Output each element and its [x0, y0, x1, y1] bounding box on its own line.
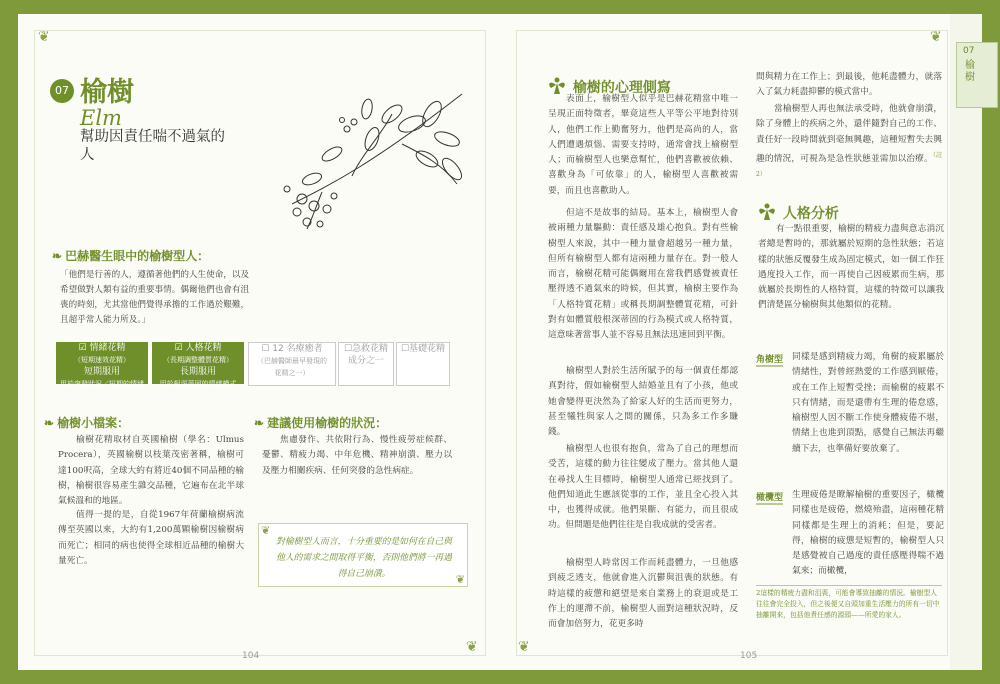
col2-paragraph-2: 當榆樹型人再也無法承受時，他就會崩潰，除了身體上的疾病之外，還伴隨對自己的工作、責任好一段時間就到毫無興趣，這種短暫失去興趣的情況，可視為是急性狀態並需加以治療。$^{(註2)}$ — [756, 104, 942, 179]
category-cell: ☐ 12 名療癒者 （巴赫醫師最早發現的 花精之一） — [248, 342, 336, 386]
highlight-callout — [258, 523, 468, 587]
footnote-divider — [756, 585, 942, 586]
fairy-icon — [756, 200, 778, 222]
section-heading-profile: ❧ 榆樹小檔案： — [44, 416, 130, 430]
latin-name: Elm — [80, 106, 122, 130]
leaf-icon: ❧ — [52, 249, 63, 263]
bach-quote: 「他們是行善的人，遵循著他們的人生使命，以及希望做對人類有益的重要事情。偶爾他們也會有沮喪的時刻，尤其當他們覺得承擔的工作過於艱難，且超乎常人能力所及。」 — [60, 270, 250, 325]
chapter-tab-title: 榆樹 — [965, 60, 975, 83]
term-olive-text: 生理疲倦是瞭解榆樹的重要因子，橄欖同樣也是疲倦，燃燒殆盡，這兩種花精同樣都是生理上的消耗；但是，要記得，榆樹的疲憊是短暫的，榆樹型人只是感覺被自己過度的責任感壓得喘不過氣來；而橄欖， — [792, 490, 944, 577]
page-subtitle: 幫助因責任喘不過氣的人 — [80, 129, 225, 163]
category-cell: ☐基礎花精 — [396, 342, 450, 386]
term-hornbeam-text: 同樣是感到精疲力竭，角樹的疲累屬於情緒性，對曾經熱愛的工作感到厭倦，或在工作上短暫受挫；而榆樹的疲累不只有情緒，而是還帶有生理的倦怠感，榆樹型人因不斷工作使身體疲倦不堪，情緒上也進到頂點，感覺自己無法再繼續下去，也準備好要放棄了。 — [792, 352, 944, 454]
section-heading-bach: ❧ 巴赫醫生眼中的榆樹型人： — [52, 249, 210, 263]
corner-ornament-icon: ❦ — [466, 639, 478, 655]
term-label-olive: 橄欖型 — [756, 493, 784, 503]
category-cell: ☑ 人格花精 （長期調整體質花精） 長期服用 用於根深蒂固的情緒模式 — [152, 342, 244, 384]
callout-text: 對榆樹型人而言，十分重要的是如何在自己與他人的需求之間取得平衡，否則他們將一再過得自己崩潰。 — [276, 537, 452, 579]
profile-paragraph: 榆樹花精取材自英國榆樹（學名：Ulmus Procera），英國榆樹以枝葉茂密著稱，榆樹可達100呎高，全球大約有將近40個不同品種的榆樹，榆樹很容易產生雜交品種，它遍布在北半球氣候溫和的地區。 — [58, 435, 244, 507]
analysis-paragraph: 有一點很重要，榆樹的精疲力盡與意志消沉者總是暫時的，那就屬於短期的急性狀態；若這樣的狀態反覆發生成為固定模式，如一個工作狂過度投入工作，而一再使自己因疲累而生病，那就屬於長期性的人格特質，這樣的特徵可以讓我們清楚區分榆樹與其他類似的花精。 — [758, 224, 944, 311]
corner-ornament-icon: ❦ — [518, 639, 530, 655]
psych-paragraph-1: 表面上，榆樹型人似乎是巴赫花精當中唯一呈現正面特徵者，畢竟這些人平等公平地對待別人，他們工作上勤奮努力，他們是高尚的人，當人們遭遇煩惱、需要支持時，通常會找上榆樹型人；而榆樹型人也樂意幫忙，他們喜歡被依賴、喜歡身為「可依靠」的人，榆樹型人喜歡被需要，而且也喜歡助人。 — [548, 94, 738, 196]
psych-paragraph-3: 榆樹型人對於生活所賦予的每一個責任都認真對待，假如榆樹型人結婚並且有了小孩，他或她會變得更決然為了給家人好的生活而更努力，甚至犧牲與家人之間的關係，只為多工作多賺錢。 — [548, 366, 738, 438]
col2-paragraph-1: 間與精力在工作上；到最後，他耗盡體力，就落入了氣力耗盡抑鬱的模式當中。 — [756, 72, 942, 98]
psych-paragraph-4: 榆樹型人也很有抱負，常為了自己的理想而受苦，這樣的動力往往變成了壓力。當其他人還在尋找人生目標時，榆樹型人通常已經找到了。他們知道此生應該從事的工作，並且全心投入其中，也獲得成就。他們果斷、有能力，而且很成功。但問題是他們往往是自我成就的受害者。 — [548, 444, 738, 531]
footnote: 2這樣的精疲力盡和沮喪，可能會導致抽離的情況。榆樹型人往往會完全投入，但之後便又自頭加重生活壓力的所有一切中抽離開來，包括他責任感的源頭——所愛的家人。 — [756, 589, 940, 619]
category-cell: ☐急救花精 成分之一 — [338, 342, 394, 386]
ornament-icon: ❦ — [261, 524, 271, 537]
corner-ornament-icon: ❦ — [38, 29, 50, 45]
section-heading-usage: ❧ 建議使用榆樹的狀況： — [254, 416, 388, 430]
leaf-icon: ❧ — [44, 416, 55, 430]
page-title: 榆樹 — [80, 77, 134, 108]
profile-paragraph-2: 值得一提的是，自從1967年荷蘭榆樹病流傳至英國以來，大約有1,200萬顆榆樹因榆樹病而死亡；相同的病也使得全球相近品種的榆樹大量死亡。 — [58, 510, 244, 566]
chapter-tab-number: 07 — [963, 46, 975, 56]
psych-paragraph-2: 但這不是故事的結局。基本上，榆樹型人會被兩種力量驅動：責任感及雄心抱負。對有些榆樹型人來說，其中一種力量會超越另一種力量，但所有榆樹型人都有這兩種力量存在。對一般人而言，榆樹花精可能偶爾用在當我們感覺被責任壓得透不過氣來的時候，但其實，榆樹主要作為「人格特質花精」或稱長期調整體質花精，可針對有如體質般根深蒂固的行為模式或人格特質，這意味著當事人並不容易且無法迅速回到平衡。 — [548, 208, 738, 341]
section-heading-psychology: 榆樹的心理側寫 — [546, 70, 671, 97]
elm-branch-illustration — [272, 84, 472, 234]
page-number-left: 104 — [242, 651, 260, 661]
side-tab-strip — [950, 14, 982, 670]
corner-ornament-icon: ❦ — [930, 29, 942, 45]
ornament-icon: ❦ — [455, 573, 465, 586]
footnote-marker: （註2） — [756, 151, 942, 179]
chapter-badge: 07 — [50, 79, 74, 103]
page-number-right: 105 — [740, 651, 758, 661]
section-heading-analysis: 人格分析 — [756, 196, 839, 223]
category-cell: ☑ 情緒花精 （短期速效花精） 短期服用 用於突發狀況／短期的情緒 — [56, 342, 148, 384]
category-table — [56, 342, 448, 386]
term-label-hornbeam: 角樹型 — [756, 355, 784, 365]
psych-paragraph-5: 榆樹型人時常因工作而耗盡體力，一旦他感到疲乏透支，他就會進入沉鬱與沮喪的狀態。有時這樣的疲憊和絕望是來自業務上的衰退或是工作上的運滯不前，榆樹型人面對這種狀況時，反而會加倍努力，花更多時 — [548, 558, 738, 630]
leaf-icon: ❧ — [254, 416, 265, 430]
usage-paragraph: 焦慮發作、共依附行為、慢性疲勞症候群、憂鬱、精疲力竭、中年危機、精神崩潰、壓力以及壓力相關疾病、任何突發的急性病症。 — [262, 435, 452, 476]
